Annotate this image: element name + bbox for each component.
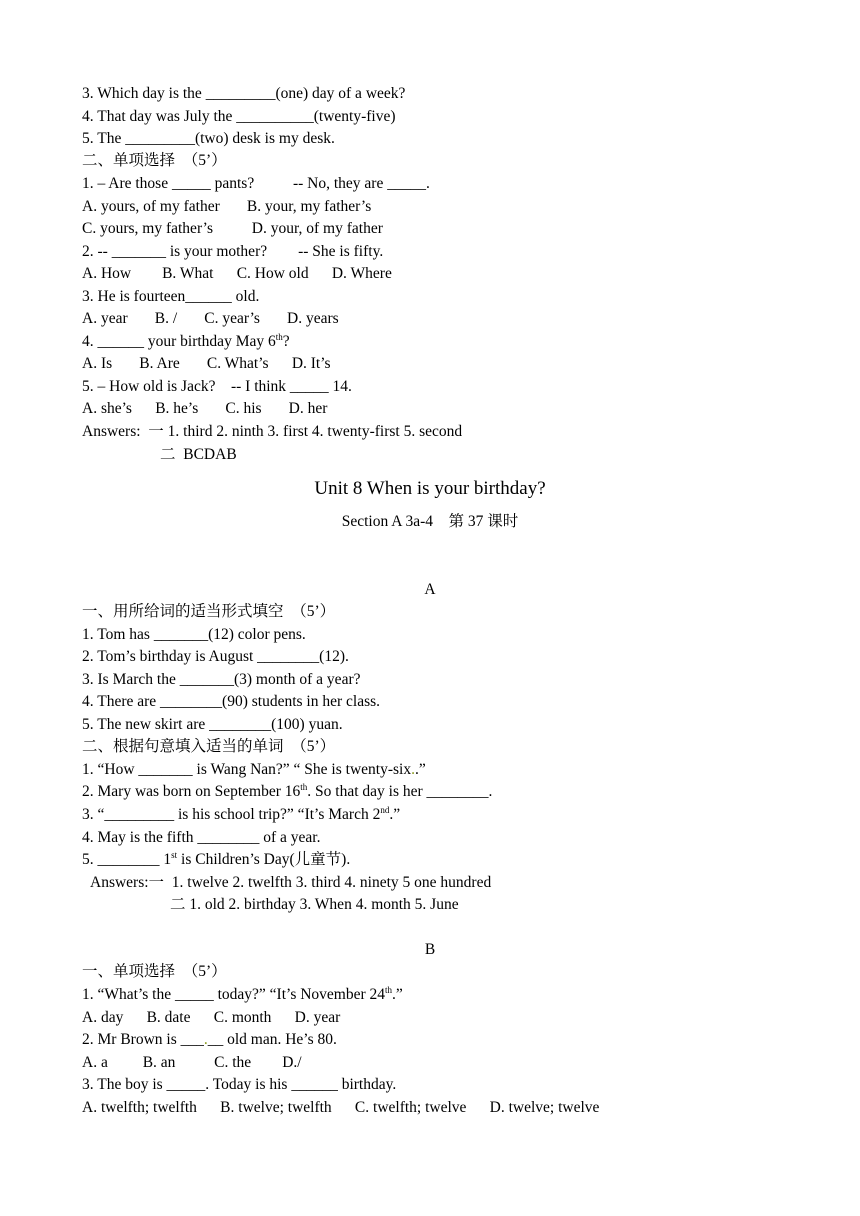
ordinal-suffix: st xyxy=(171,849,178,860)
part-a-answers-1: Answers:一 1. twelve 2. twelfth 3. third 4. ninety 5 one hundred xyxy=(90,874,492,891)
question-1-text: 1. “What’s the _____ today?” “It’s November 24 xyxy=(82,986,386,1003)
sentence-1-end: .” xyxy=(414,761,426,778)
part-b-question-3: 3. The boy is _____. Today is his ______ birthday. xyxy=(82,1076,397,1093)
answers-line-2: 二 BCDAB xyxy=(160,446,237,463)
ordinal-suffix: th xyxy=(385,984,393,995)
mc-question-5-options: A. she’s B. he’s C. his D. her xyxy=(82,400,328,417)
mc-question-1-options-ab: A. yours, of my father B. your, my father’s xyxy=(82,198,372,215)
part-a-sentence-2 xyxy=(82,782,492,802)
sentence-2-end: . So that day is her ________. xyxy=(307,783,493,800)
mc-question-4-text: 4. ______ your birthday May 6 xyxy=(82,333,276,350)
question-1-end: .” xyxy=(392,986,403,1003)
section-heading-multiple-choice: 二、单项选择 （5’） xyxy=(82,152,227,169)
part-a-sentence-3 xyxy=(82,805,400,825)
mc-question-1: 1. – Are those _____ pants? -- No, they are _____. xyxy=(82,175,430,192)
sentence-3-end: .” xyxy=(389,806,401,823)
mc-question-3-options: A. year B. / C. year’s D. years xyxy=(82,310,339,327)
answers-line-1: Answers: 一 1. third 2. ninth 3. first 4. twenty-first 5. second xyxy=(82,423,463,440)
part-b-question-1 xyxy=(82,985,403,1005)
part-a-fill-1: 1. Tom has _______(12) color pens. xyxy=(82,626,306,643)
sentence-3-text: 3. “_________ is his school trip?” “It’s March 2 xyxy=(82,806,381,823)
part-b-heading-multiple-choice: 一、单项选择 （5’） xyxy=(82,963,227,980)
mc-question-3: 3. He is fourteen______ old. xyxy=(82,288,260,305)
fill-question-3: 3. Which day is the _________(one) day of a week? xyxy=(82,85,406,102)
mc-question-4-options: A. Is B. Are C. What’s D. It’s xyxy=(82,355,331,372)
part-a-fill-3: 3. Is March the _______(3) month of a year? xyxy=(82,671,361,688)
mc-question-5: 5. – How old is Jack? -- I think _____ 14. xyxy=(82,378,352,395)
part-a-sentence-5 xyxy=(82,850,350,870)
part-a-sentence-1 xyxy=(82,760,426,780)
sentence-1-text: 1. “How _______ is Wang Nan?” “ She is twenty-six xyxy=(82,761,412,778)
part-a-fill-4: 4. There are ________(90) students in her class. xyxy=(82,693,381,710)
sentence-1-mark: . xyxy=(411,761,415,778)
part-a-fill-2: 2. Tom’s birthday is August ________(12). xyxy=(82,648,349,665)
unit-title: Unit 8 When is your birthday? xyxy=(314,478,546,499)
part-b-question-2-options: A. a B. an C. the D./ xyxy=(82,1054,302,1071)
ordinal-suffix: th xyxy=(300,781,308,792)
part-b-question-1-options: A. day B. date C. month D. year xyxy=(82,1009,341,1026)
section-subtitle: Section A 3a-4 第 37 课时 xyxy=(341,513,519,530)
fill-question-4: 4. That day was July the __________(twenty-five) xyxy=(82,108,396,125)
ordinal-suffix: th xyxy=(275,331,283,342)
part-a-heading-fill-form: 一、用所给词的适当形式填空 （5’） xyxy=(82,603,336,620)
mc-question-4 xyxy=(82,332,290,352)
mc-question-2-options: A. How B. What C. How old D. Where xyxy=(82,265,392,282)
part-b-question-3-options: A. twelfth; twelfth B. twelve; twelfth C. twelfth; twelve D. twelve; twelve xyxy=(82,1099,600,1116)
sentence-2-text: 2. Mary was born on September 16 xyxy=(82,783,301,800)
ordinal-suffix: nd xyxy=(380,804,390,815)
mc-question-4-end: ? xyxy=(282,333,290,350)
part-a-heading-fill-word: 二、根据句意填入适当的单词 （5’） xyxy=(82,738,336,755)
question-2-end: __ old man. He’s 80. xyxy=(207,1031,337,1048)
question-2-text: 2. Mr Brown is ___ xyxy=(82,1031,204,1048)
sentence-5-end: is Children’s Day(儿童节). xyxy=(177,851,351,868)
part-b-label: B xyxy=(424,941,436,958)
fill-question-5: 5. The _________(two) desk is my desk. xyxy=(82,130,335,147)
part-a-answers-2: 二 1. old 2. birthday 3. When 4. month 5. June xyxy=(170,896,459,913)
mc-question-2: 2. -- _______ is your mother? -- She is fifty. xyxy=(82,243,384,260)
question-2-mark: . xyxy=(203,1031,208,1048)
part-a-sentence-4: 4. May is the fifth ________ of a year. xyxy=(82,829,321,846)
part-a-label: A xyxy=(424,581,436,598)
mc-question-1-options-cd: C. yours, my father’s D. your, of my father xyxy=(82,220,383,237)
part-a-fill-5: 5. The new skirt are ________(100) yuan. xyxy=(82,716,343,733)
sentence-5-text: 5. ________ 1 xyxy=(82,851,172,868)
part-b-question-2 xyxy=(82,1030,337,1050)
